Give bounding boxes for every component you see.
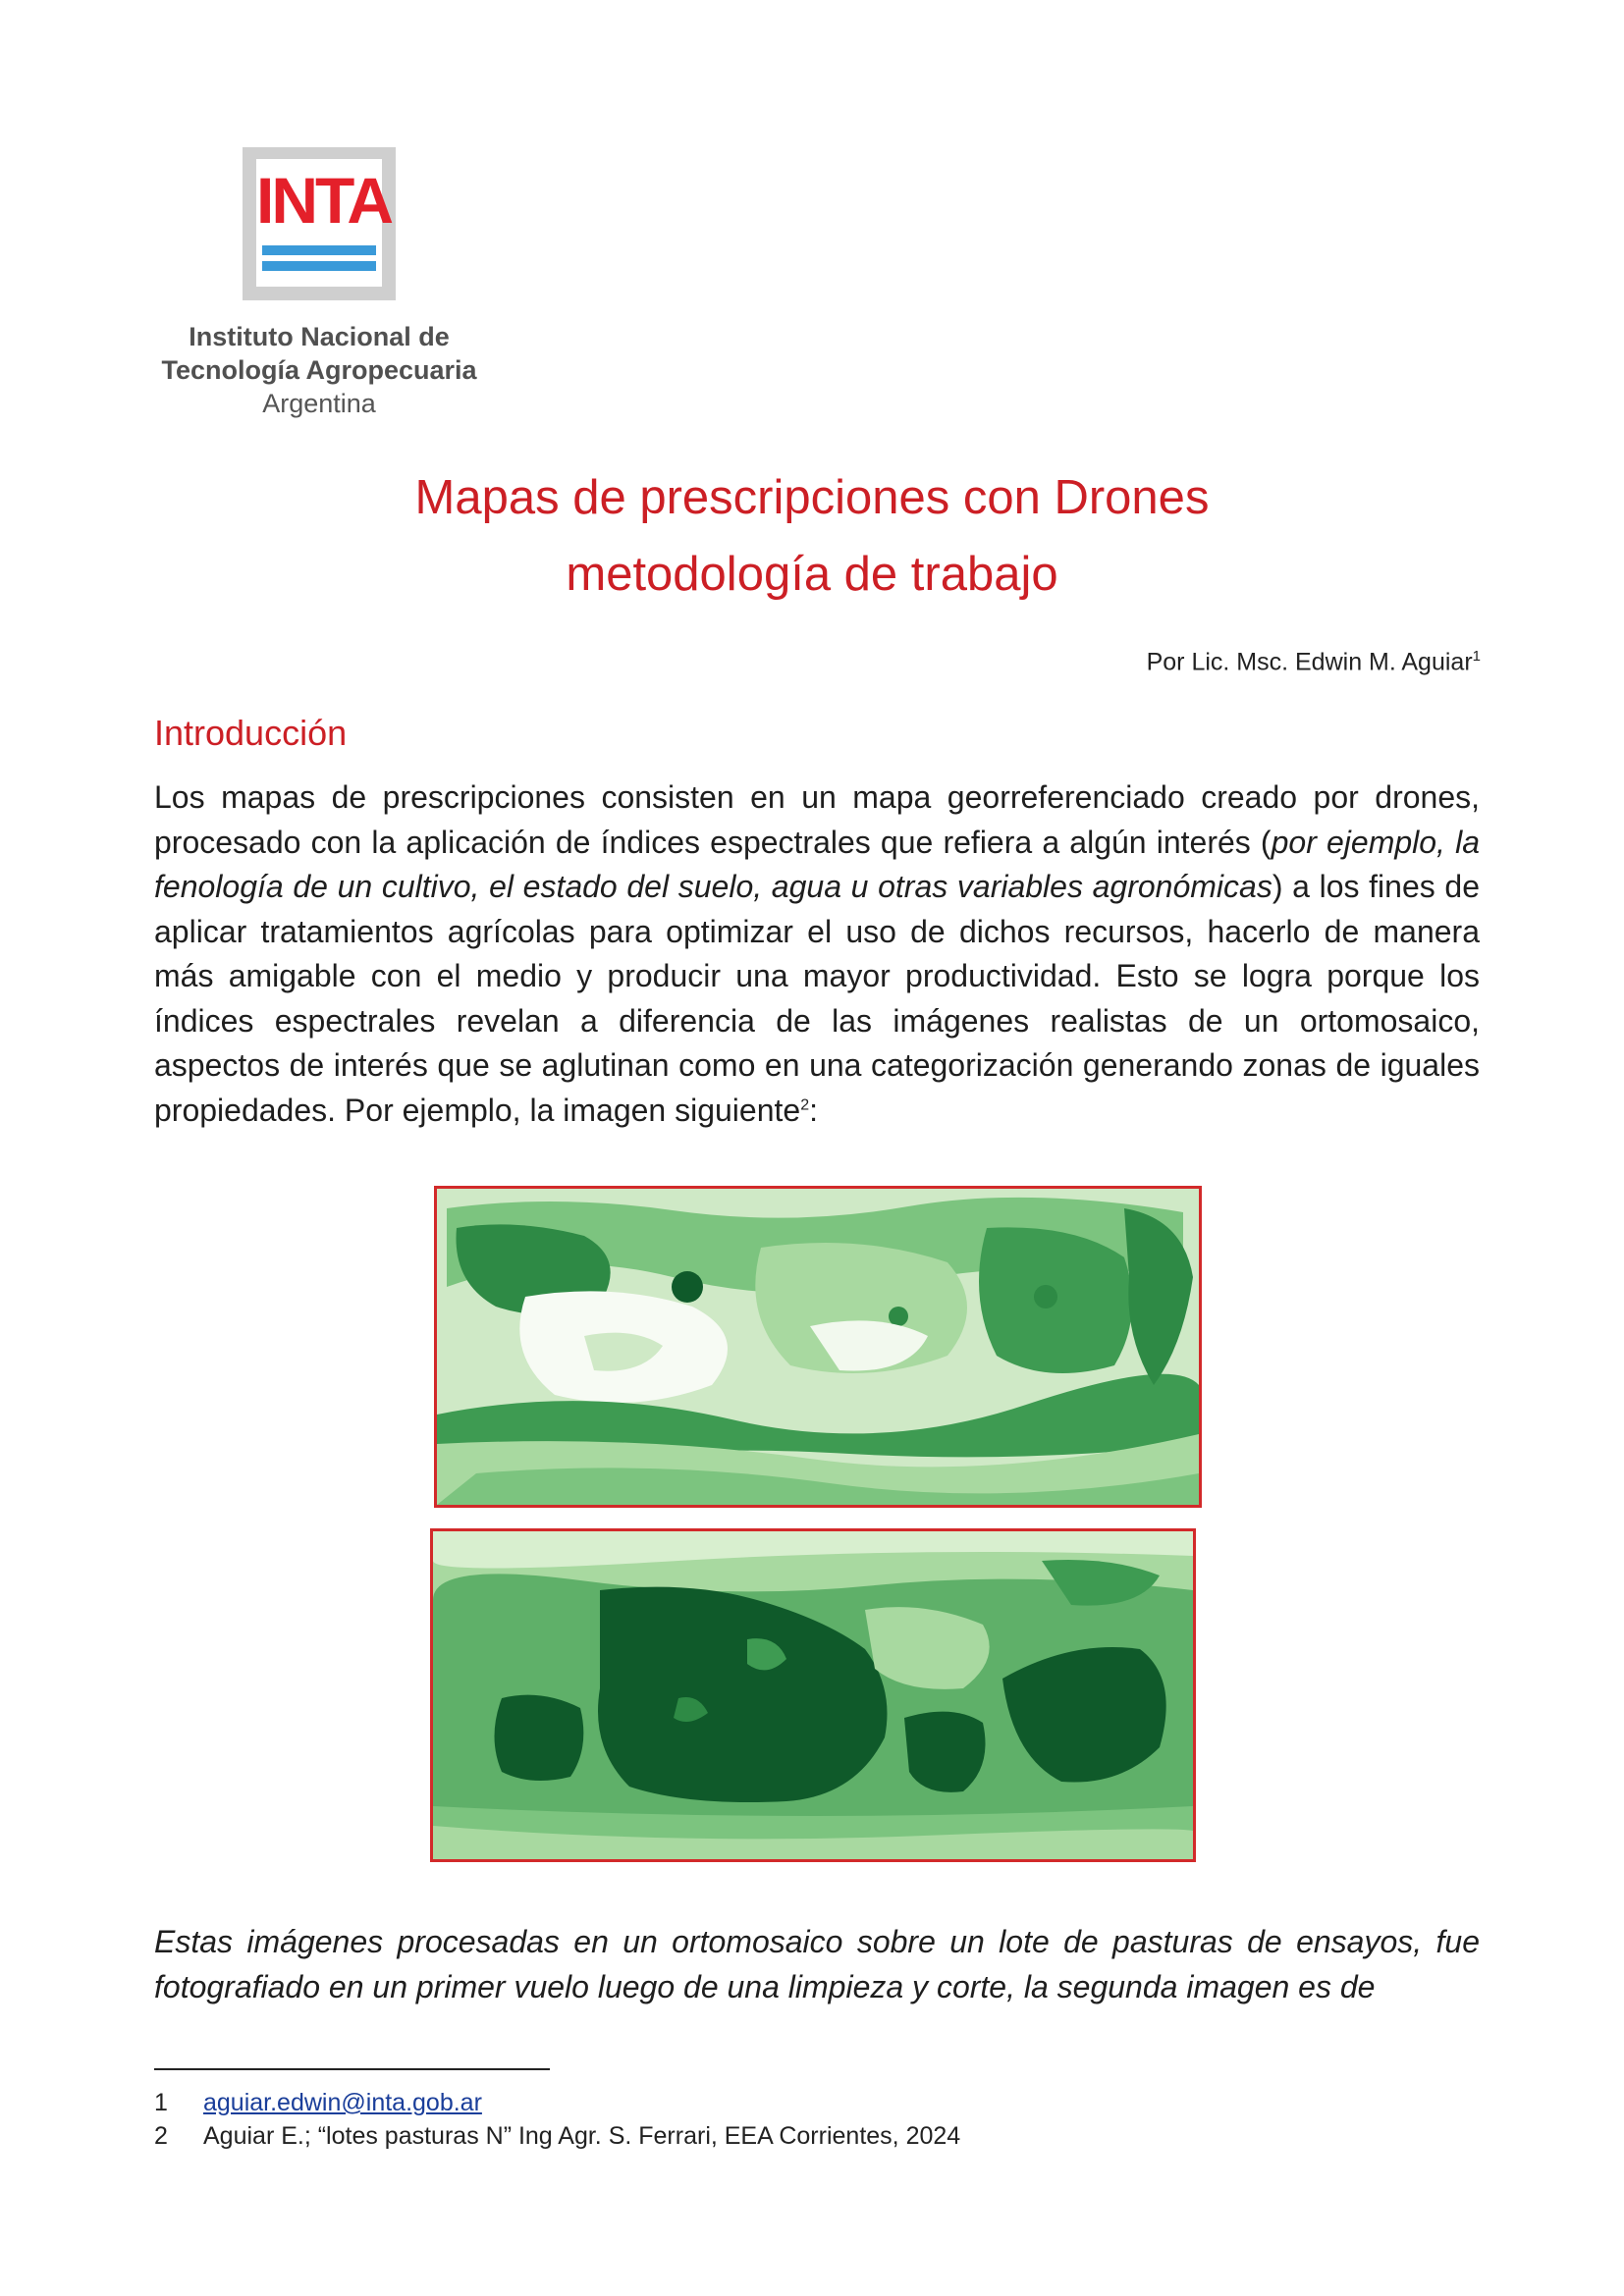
document-title (0, 459, 1624, 613)
footnote-separator (154, 2068, 550, 2070)
intro-footnote-ref: 2 (800, 1095, 810, 1113)
prescription-map-image-1 (434, 1186, 1202, 1508)
caption-paragraph: Estas imágenes procesadas en un ortomosaico sobre un lote de pasturas de ensayos, fue fotografiado en un primer vuelo luego de una limpieza y corte, la segunda imagen es de (154, 1924, 1480, 2004)
author-text: Por Lic. Msc. Edwin M. Aguiar (1146, 648, 1473, 676)
intro-paragraph (154, 775, 1480, 1133)
footnote-1 (154, 2089, 482, 2117)
footnote-2 (154, 2122, 960, 2151)
prescription-map-image-2 (430, 1528, 1196, 1862)
title-line2: metodología de trabajo (566, 548, 1058, 601)
map2-graphic (433, 1531, 1193, 1859)
institute-line2: Tecnología Agropecuaria (161, 355, 477, 385)
footnote-2-text: Aguiar E.; “lotes pasturas N” Ing Agr. S. Ferrari, EEA Corrientes, 2024 (203, 2122, 961, 2150)
institute-line1: Instituto Nacional de (189, 322, 450, 351)
institute-country: Argentina (262, 389, 376, 418)
title-line1: Mapas de prescripciones con Drones (414, 471, 1210, 524)
institute-name (152, 320, 486, 420)
logo-stripe-top (262, 245, 376, 255)
author-line (1147, 648, 1481, 676)
logo-inner (256, 159, 392, 287)
intro-end: : (809, 1092, 818, 1128)
intro-part2: ) a los fines de aplicar tratamientos agrícolas para optimizar el uso de dichos recursos, hacerlo de manera más amigable con el medio y producir una mayor productividad. Esto se logra porque los índices espectrales revelan a diferencia de las imágenes realistas de un ortomosaico, aspectos de interés que se aglutinan como en una categorización generando zonas de iguales propiedades. Por ejemplo, la imagen siguiente (154, 869, 1481, 1128)
section-heading: Introducción (154, 713, 348, 753)
logo-stripe-bottom (262, 261, 376, 271)
logo-acronym: INTA (256, 164, 392, 237)
intro-italic: por ejemplo, la fenología de un cultivo, el estado del suelo, agua u otras variables agronómicas (154, 824, 1481, 904)
footnote-1-number: 1 (154, 2089, 168, 2116)
intro-part1: Los mapas de prescripciones consisten en un mapa georreferenciado creado por drones, procesado con la aplicación de índices espectrales que refiera a algún interés ( (154, 779, 1480, 860)
footnote-email-link[interactable]: aguiar.edwin@inta.gob.ar (203, 2089, 482, 2116)
footnote-2-number: 2 (154, 2122, 168, 2150)
map1-graphic (437, 1189, 1199, 1505)
inta-logo (243, 147, 396, 300)
author-footnote-ref: 1 (1472, 648, 1481, 665)
